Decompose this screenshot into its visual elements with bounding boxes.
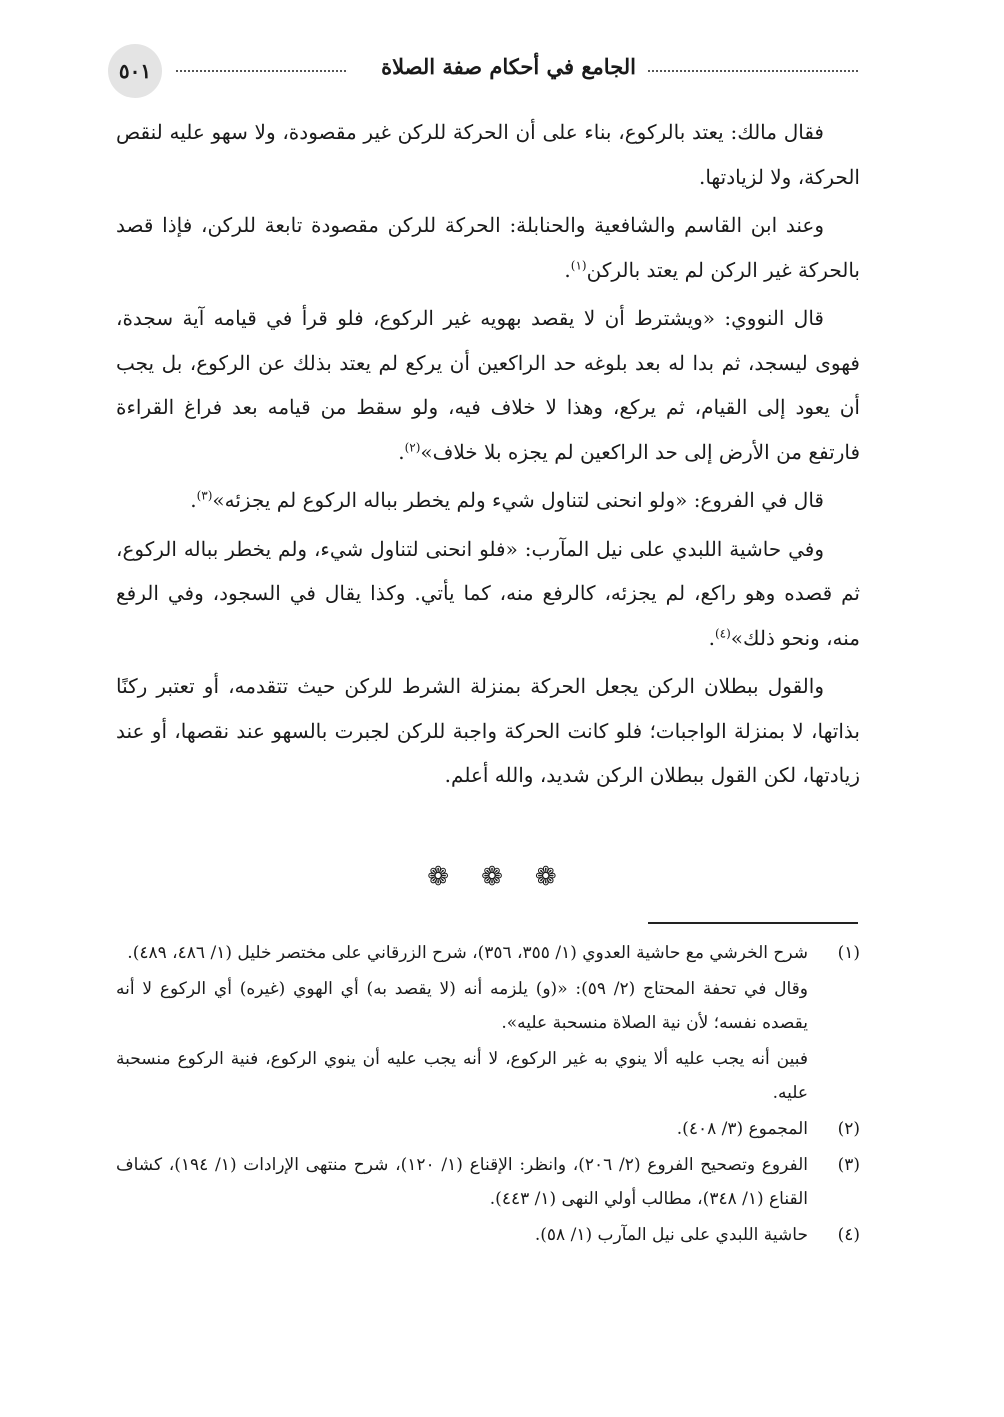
footnote-separator	[648, 922, 858, 924]
footnote-1	[116, 936, 860, 970]
header-dotted-leader-left	[176, 70, 346, 72]
footnote-text: المجموع (٣/ ٤٠٨).	[676, 1119, 808, 1139]
paragraph-6: والقول ببطلان الركن يجعل الحركة بمنزلة الشرط للركن حيث تتقدمه، أو تعتبر ركنًا بذاتها، لا بمنزلة الواجبات؛ فلو كانت الحركة واجبة للركن لجبرت بالسهو عند نقصها، أو عند زيادتها، لكن القول ببطلان الركن شديد، والله أعلم.	[116, 674, 860, 787]
footnote-1-continuation: فبين أنه يجب عليه ألا ينوي به غير الركوع، لا أنه يجب عليه أن ينوي الركوع، فنية الركوع منسحبة عليه.	[116, 1049, 808, 1103]
footnote-ref-4[interactable]: (٤)	[714, 625, 731, 640]
footnote-4	[116, 1218, 860, 1252]
paragraph-2: وعند ابن القاسم والشافعية والحنابلة: الحركة للركن مقصودة تابعة للركن، فإذا قصد بالحركة غير الركن لم يعتد بالركن$^{(١)}$.	[116, 213, 860, 282]
footnote-2	[116, 1112, 860, 1146]
footnote-ref-1[interactable]: (١)	[570, 257, 587, 272]
header-dotted-leader-right	[648, 70, 858, 72]
paragraph-3: قال النووي: «ويشترط أن لا يقصد بهويه غير الركوع، فلو قرأ في قيامه آية سجدة، فهوى ليسجد، ثم بدا له بعد بلوغه حد الراكعين أن يركع لم يعتد بذلك عن الركوع، بل يجب أن يعود إلى القيام، ثم يركع، وهذا لا خلاف فيه، ولو سقط من قيامه بعد فراغ القراءة فارتفع من الأرض إلى حد الراكعين لم يجزه بلا خلاف»$^{(٢)}$.	[116, 306, 860, 464]
footnotes	[116, 936, 860, 1254]
paragraph-5: وفي حاشية اللبدي على نيل المآرب: «فلو انحنى لتناول شيء، ولم يخطر بباله الركوع، ثم قصده وهو راكع، لم يجزئه، كالرفع منه، كما يأتي. وكذا يقال في السجود، وفي الرفع منه، ونحو ذلك»$^{(٤)}$.	[116, 536, 860, 650]
paragraph-4: قال في الفروع: «ولو انحنى لتناول شيء ولم يخطر بباله الركوع لم يجزئه»$^{(٣)}$.	[190, 488, 824, 512]
running-title: الجامع في أحكام صفة الصلاة	[381, 54, 636, 79]
footnote-ref-2[interactable]: (٢)	[404, 439, 421, 454]
paragraph-1: فقال مالك: يعتد بالركوع، بناء على أن الحركة للركن غير مقصودة، ولا سهو عليه لنقص الحركة، ولا لزيادتها.	[116, 120, 860, 189]
flower-ornament-icon: ❁	[481, 862, 523, 892]
footnote-ref-3[interactable]: (٣)	[196, 488, 213, 503]
page-number: ٥٠١	[108, 44, 162, 98]
main-text	[116, 110, 860, 802]
page-header	[108, 40, 858, 100]
section-ornament	[0, 862, 1004, 892]
footnote-text: حاشية اللبدي على نيل المآرب (١/ ٥٨).	[534, 1225, 808, 1245]
footnote-3	[116, 1148, 860, 1216]
footnote-1-continuation: وقال في تحفة المحتاج (٢/ ٥٩): «(و) يلزمه أنه (لا يقصد به) أي الهوي (غيره) أي الركوع لا أنه يقصده نفسه؛ لأن نية الصلاة منسحبة عليه».	[116, 979, 808, 1033]
footnote-text: الفروع وتصحيح الفروع (٢/ ٢٠٦)، وانظر: الإقناع (١/ ١٢٠)، شرح منتهى الإرادات (١/ ١٩٤)، كشاف القناع (١/ ٣٤٨)، مطالب أولي النهى (١/ ٤٤٣).	[116, 1155, 808, 1209]
flower-ornament-icon: ❁	[427, 862, 470, 892]
footnote-marker: (٤)	[837, 1225, 860, 1245]
footnote-marker: (٢)	[837, 1119, 860, 1139]
footnote-text: شرح الخرشي مع حاشية العدوي (١/ ٣٥٥، ٣٥٦)، شرح الزرقاني على مختصر خليل (١/ ٤٨٦، ٤٨٩).	[127, 943, 808, 963]
flower-ornament-icon: ❁	[534, 862, 577, 892]
footnote-marker: (١)	[837, 943, 860, 963]
footnote-marker: (٣)	[837, 1155, 860, 1175]
